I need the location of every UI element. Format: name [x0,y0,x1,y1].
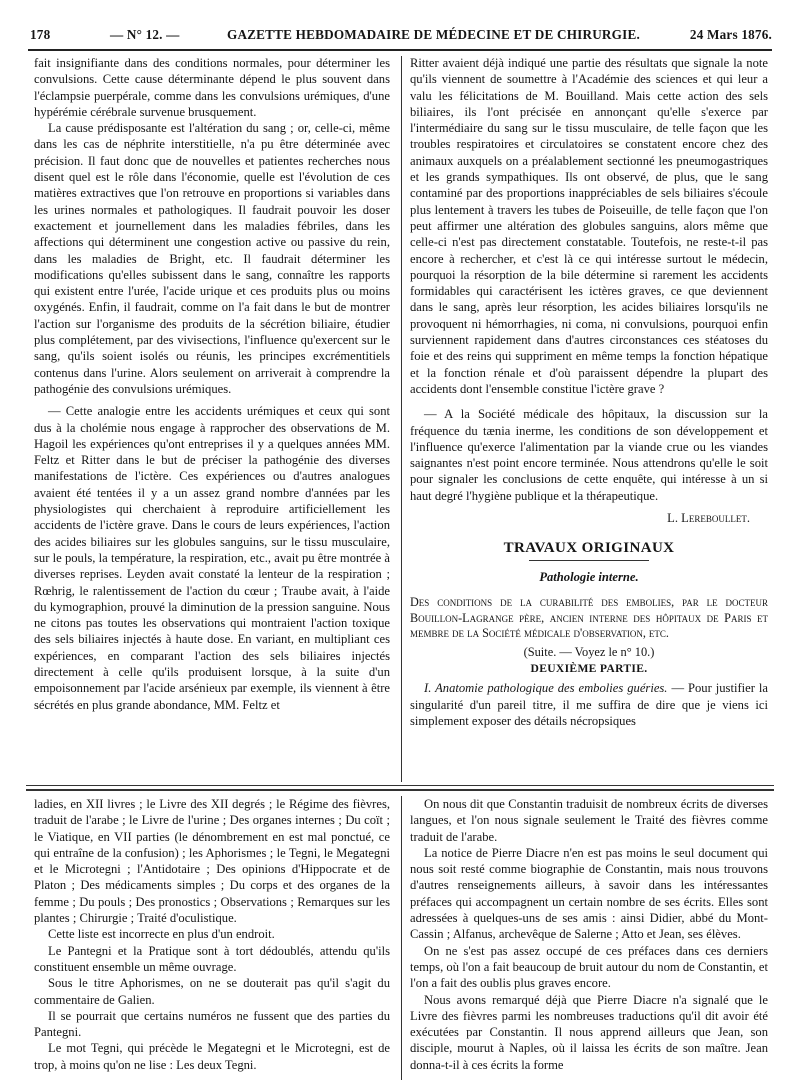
paragraph: Sous le titre Aphorismes, on ne se douterait pas qu'il s'agit du commentaire de Galien. [34,976,390,1007]
paragraph: On ne s'est pas assez occupé de ces préfaces dans ces derniers temps, où l'on a fait beaucoup de bruit autour du nom de Constantin, et l'on a fait des oublis plus graves encore. [410,943,768,991]
issue-number: — N° 12. — [110,27,180,42]
bottom-left-column [34,796,390,1073]
paragraph: — A la Société médicale des hôpitaux, la discussion sur la fréquence du tænia inerme, les conditions de son développement et l'influence qu'exerce l'alimentation par la viande crue ou les viandes saignantes n'est point encore terminée. Nous attendrons qu'elle le soit pour signaler les conclusions de cette enquête, qui intéresse à un si haut degré l'hygiène publique et la thérapeutique. [410,407,768,503]
part-heading: DEUXIÈME PARTIE. [530,661,648,675]
section-rule [26,785,774,786]
bottom-right-column [410,796,768,1073]
paragraph: Nous avons remarqué déjà que Pierre Diacre n'a signalé que le Livre des fièvres parmi les nombreuses traductions qu'il dit avoir été exécutées par Constantin. Il nous apprend ailleurs que Jean, son disciple, mourut à Naples, où il laissa les écrits de son maître. Jean donna-t-il à ces écrits la forme [410,992,768,1072]
paragraph: Il se pourrait que certains numéros ne fussent que des parties du Pantegni. [34,1008,390,1040]
paragraph: — Cette analogie entre les accidents urémiques et ceux qui sont dus à la cholémie nous engage à rapprocher des observations de M. Hagoil les expériences qu'ont entreprises il y a quelques années MM. Feltz et Ritter dans le but de préciser la pathogénie des diverses manifestations de l'ictère. Ces expériences ou d'autres analogues avaient été tentées il y a un assez grand nombre d'années par les physiologistes qui cherchaient à reproduire artificiellement les accidents de l'ictère grave. Dans le cours de leurs expériences, l'action des acides biliaires sur les globules sanguins, sur le tissu musculaire, sur le pouls, la température, la respiration, etc., avait pu être montrée à diverses reprises. Leyden avait constaté la lenteur de la respiration ; Rœhrig, le ralentissement de l'action du cœur ; Traube avait, à l'aide du kymographion, prouvé la diminution de la pression sanguine. Nous ne citons pas toutes les observations qui montraient l'action toxique des sels biliaires injectés à haute dose. En variant, en multipliant ces expériences, en comparant l'action des sels biliaires injectés directement à celle qu'ils produisent lorsque, à la suite d'un empoisonnement par l'acide arsénieux par exemple, ils viennent à être sécrétés en plus grande abondance, MM. Feltz et [34,404,390,712]
paragraph: Cette liste est incorrecte en plus d'un endroit. [48,927,275,942]
issue-date: 24 Mars 1876. [689,27,772,42]
paragraph: ladies, en XII livres ; le Livre des XII degrés ; le Régime des fièvres, traduit de l'arabe ; le Livre de l'urine ; Des organes internes ; Du coït ; le Viatique, en VII parties (le dénombrement en est mal ponctué, ce qui entraîne de la confusion) ; les Aphorismes ; le Tegni, le Megategni et le Microtegni ; l'Antidotaire ; Des opinions d'Hippocrate et de Platon ; Des médicaments simples ; Du corps et des organes de la femme ; Du pouls ; Des pronostics ; Observations ; Remarques sur les plantes ; Chirurgie ; Traité d'oculistique. [34,797,390,926]
top-right-column [410,55,768,729]
top-left-column [34,55,390,713]
journal-title: GAZETTE HEBDOMADAIRE DE MÉDECINE ET DE CHIRURGIE. [227,27,640,42]
article-continuation: (Suite. — Voyez le n° 10.) [523,644,655,659]
article-heading: Des conditions de la curabilité des embolies, par le docteur Bouillon-Lagrange père, ancien interne des hôpitaux de Paris et membre de la Société médicale d'observation, etc. [410,594,768,641]
title-rule [529,560,649,561]
section-rule-thick [26,789,774,791]
paragraph: Le Pantegni et la Pratique sont à tort dédoublés, attendu qu'ils constituent ensemble un même ouvrage. [34,943,390,974]
paragraph: Le mot Tegni, qui précède le Megategni et le Microtegni, est de trop, à moins qu'on ne lise : Les deux Tegni. [34,1041,390,1072]
paragraph: La notice de Pierre Diacre n'en est pas moins le seul document qui nous soit resté comme biographie de Constantin, mais nous trouvons d'autres renseignements ailleurs, à savoir dans les intéressantes préfaces qui accompagnent un certain nombre de ses écrits. Elles sont adressées à quelques-uns de ses amis : ainsi Didier, abbé du Mont-Cassin ; Alfanus, archevêque de Salerne ; Atto et Jean, ses élèves. [410,845,768,942]
column-divider-top [401,56,402,782]
paragraph [410,680,768,729]
section-title: TRAVAUX ORIGINAUX [503,540,675,557]
paragraph: fait insignifiante dans des conditions normales, pour déterminer les convulsions. Cette cause déterminante dépend le plus souvent dans l'éclampsie puerpérale, comme dans les convulsions urémiques, d'une hypérémie cérébrale survenue brusquement. [34,56,390,119]
paragraph: Ritter avaient déjà indiqué une partie des résultats que signale la note qu'ils viennent de soumettre à l'Académie des sciences et qui leur a valu les félicitations de M. Bouilland. Mais cette action des sels biliaires, ils l'ont précisée en annonçant qu'elle s'exerce par l'intermédiaire du sang sur le tissu musculaire, de telle façon que les troubles respiratoires et circulatoires se constatent encore chez des animaux auxquels on a préalablement sectionné les pneumogastriques et les grands sympathiques. Ils ont observé, de plus, que le sang contaminé par des proportions inappréciables de sels biliaires s'écoule plus lentement à travers les tubes de Poiseuille, de telle façon que l'on peut affirmer une altération des globules sanguins, alors même que celle-ci n'est pas directement constatable. Toutefois, ne reste-t-il pas encore à rechercher, et c'est là ce qui intéresse surtout le médecin, pourquoi la résorption de la bile détermine si rarement les accidents formidables qui caractérisent les ictères graves, ce que deviennent dans le sang, après leur résorption, les acides biliaires lorsqu'ils ne provoquent ni hémorrhagies, ni coma, ni convulsions, pourquoi enfin surviennent rapidement dans d'autres circonstances ces stéatoses du foie et des reins qui suppriment en même temps la fonction hépatique et la fonction rénale et d'où paraissent dépendre la plupart des accidents dont l'ensemble constitue l'ictère grave ? [410,56,768,396]
column-divider-bottom [401,796,402,1080]
header-rule [28,49,772,51]
author-signature: L. Lereboullet. [667,511,750,526]
running-header [30,24,772,46]
section-subtitle: Pathologie interne. [539,569,639,584]
paragraph: On nous dit que Constantin traduisit de nombreux écrits de diverses langues, et l'on nous signale seulement le Traité des fièvres comme traduit de l'arabe. [410,797,768,844]
paragraph: La cause prédisposante est l'altération du sang ; or, celle-ci, même dans les cas de néphrite interstitielle, n'a pu être déterminée avec précision. Il faut donc que de nouvelles et patientes recherches nous disent quel est le rôle dans l'économie, quelle est l'évolution de ces matières extractives que l'on retrouve en proportions si variables dans les urines normales et pathologiques. Il faudrait pouvoir les doser exactement et journellement dans les maladies fébriles, dans les affections qui déterminent une congestion active ou passive du rein, dans les maladies de Bright, etc. Il faudrait déterminer les modifications qu'elles subissent dans le sang, connaître les rapports qui existent entre l'urée, l'acide urique et ces produits plus ou moins oxygénés. Enfin, il faudrait, comme on l'a fait dans le but de montrer l'action sur l'organisme des produits de la sécrétion biliaire, étudier plus complétement, par des vivisections, l'influence qu'exercent sur le sang, qu'ils soient isolés ou réunis, les principes excrémentitiels contenus dans l'urine. Alors seulement on arriverait à comprendre la pathogénie des convulsions urémiques. [34,121,390,396]
subsection-label: I. Anatomie pathologique des embolies guéries. [424,681,668,696]
page-number: 178 [30,27,51,42]
paragraph-text: — Pour justifier la singularité d'un pareil titre, il me suffira de dire que je viens ici simplement exposer des détails nécropsiques [410,681,768,728]
